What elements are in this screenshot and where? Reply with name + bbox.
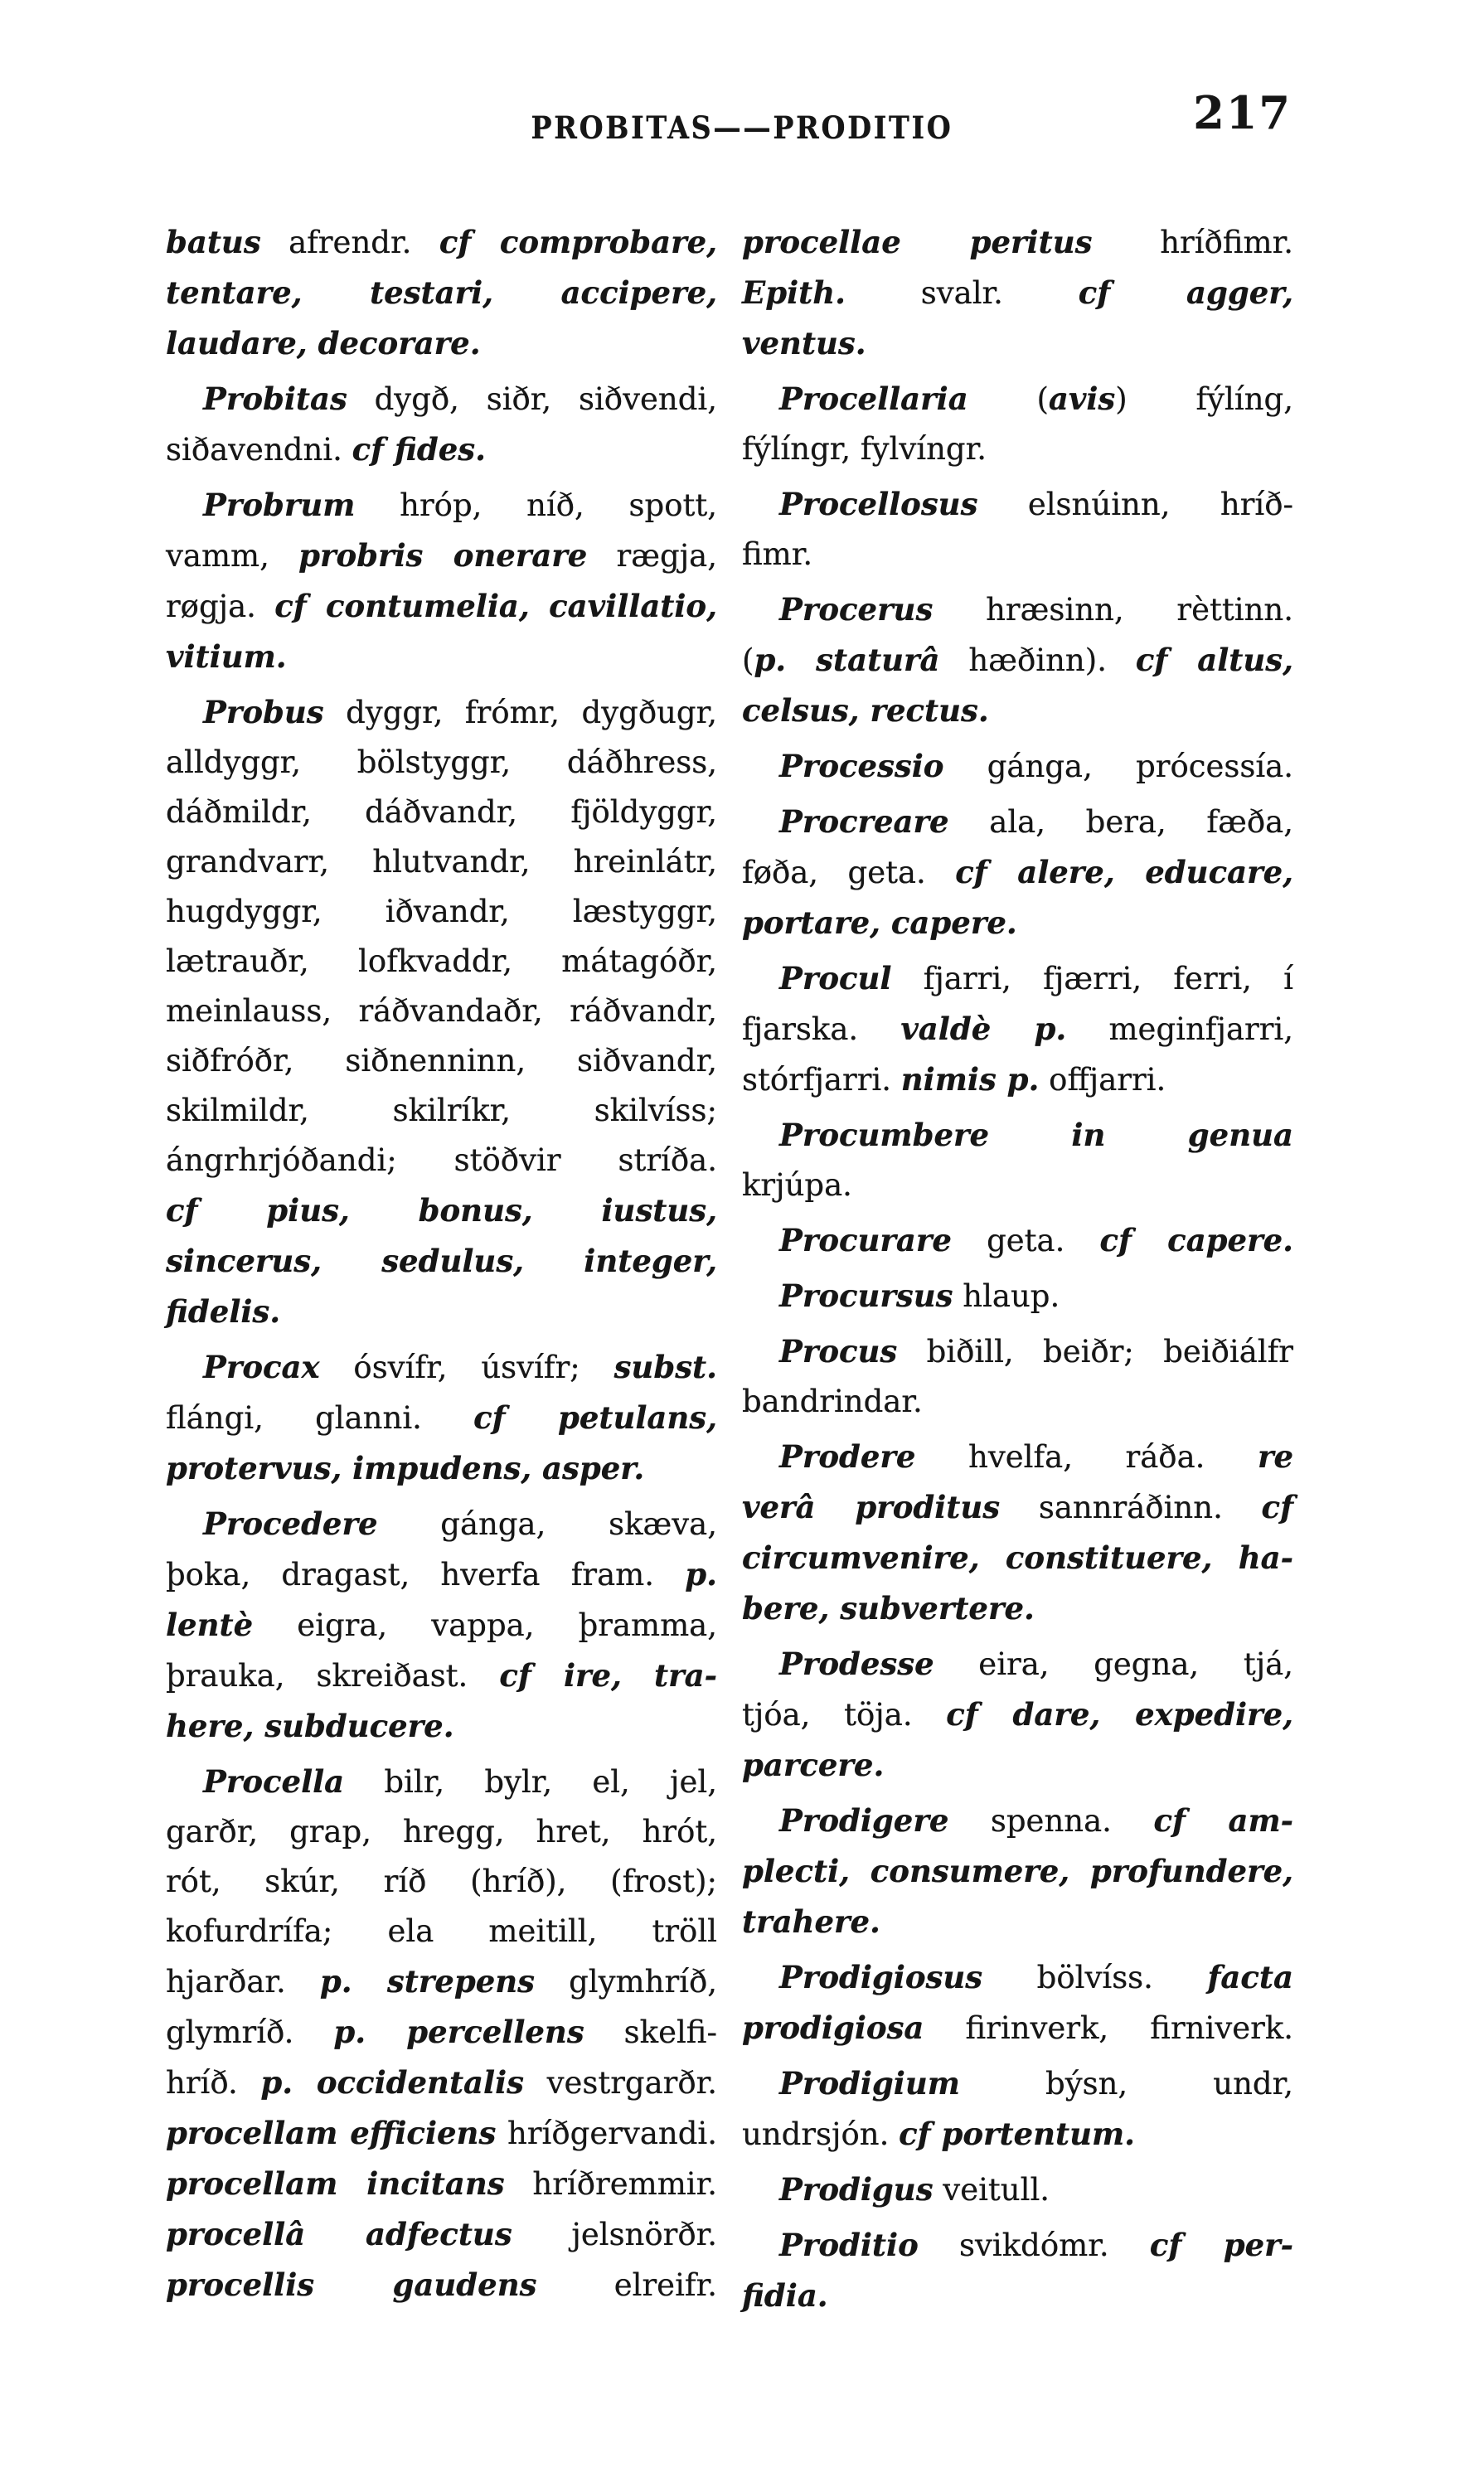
dictionary-entry	[742, 374, 1293, 474]
icelandic-text: stórfjarri.	[742, 1062, 901, 1098]
text-line	[742, 898, 1293, 948]
text-line	[742, 1897, 1293, 1947]
icelandic-text: hæðinn).	[939, 642, 1136, 678]
icelandic-text: svikdómr.	[918, 2228, 1150, 2263]
latin-text: circumvenire, constituere, ha-	[742, 1539, 1293, 1576]
text-line	[166, 1807, 717, 1857]
latin-text: nimis p.	[900, 1061, 1040, 1098]
icelandic-text: hræsinn, rèttinn.	[933, 592, 1293, 628]
text-line	[166, 1287, 717, 1337]
text-line	[742, 847, 1293, 898]
icelandic-text: biðill, beiðr; beiðiálfr	[897, 1334, 1293, 1370]
latin-text: re	[1257, 1438, 1293, 1475]
dictionary-entry	[166, 374, 717, 475]
latin-text: valdè p.	[900, 1011, 1067, 1047]
headword: Procerus	[779, 591, 934, 628]
text-line	[166, 837, 717, 887]
dictionary-entry	[166, 1499, 717, 1752]
headword: Proditio	[779, 2227, 919, 2263]
page-number: 217	[1193, 86, 1292, 139]
dictionary-entry	[742, 1215, 1293, 1266]
headword: Procellosus	[779, 486, 978, 522]
text-line	[742, 1796, 1293, 1846]
latin-text: p. percellens	[333, 2014, 584, 2050]
text-line	[166, 480, 717, 531]
text-line	[742, 1846, 1293, 1897]
latin-text: laudare, decorare.	[166, 325, 481, 361]
latin-text: plecti, consumere, profundere,	[742, 1853, 1293, 1889]
icelandic-text: siðfróðr, siðnenninn, siðvandr,	[166, 1043, 717, 1079]
text-line	[742, 1533, 1293, 1583]
text-line	[742, 1326, 1293, 1377]
text-line	[742, 424, 1293, 474]
dictionary-entry	[742, 2058, 1293, 2160]
latin-text: cf altus,	[1135, 642, 1293, 678]
icelandic-text: hríðgervandi.	[496, 2116, 717, 2151]
icelandic-text: bilr, bylr, el, jel,	[344, 1764, 717, 1800]
dictionary-entry	[742, 741, 1293, 792]
icelandic-text: hugdyggr, iðvandr, læstyggr,	[166, 894, 717, 929]
text-line	[166, 531, 717, 581]
latin-text: cf per-	[1149, 2227, 1293, 2263]
latin-text: p. occidentalis	[260, 2064, 524, 2101]
text-line	[742, 1377, 1293, 1427]
text-line	[742, 686, 1293, 736]
icelandic-text: kofurdrífa; ela meitill, tröll	[166, 1913, 717, 1949]
icelandic-text: bölvíss.	[982, 1960, 1208, 1995]
latin-text: fidelis.	[166, 1293, 281, 1330]
text-line	[166, 2108, 717, 2159]
dictionary-entry	[742, 1639, 1293, 1791]
latin-text: cf petulans,	[473, 1399, 718, 1436]
text-line	[742, 2109, 1293, 2160]
text-line	[166, 318, 717, 369]
text-line	[742, 268, 1293, 318]
latin-text: p.	[685, 1556, 717, 1593]
dictionary-entry	[166, 217, 717, 369]
icelandic-text: krjúpa.	[742, 1167, 852, 1203]
headword: Procreare	[779, 803, 949, 840]
icelandic-text: hlaup.	[953, 1278, 1060, 1314]
text-line	[166, 2260, 717, 2310]
text-line	[166, 1549, 717, 1600]
icelandic-text: fimr.	[742, 536, 813, 572]
icelandic-text: ángrhrjóðandi; stöðvir stríða.	[166, 1142, 717, 1178]
latin-text: cf comprobare,	[439, 224, 717, 260]
icelandic-text: rægja,	[587, 538, 717, 574]
latin-text: procellam efficiens	[166, 2115, 497, 2151]
text-line	[166, 1036, 717, 1086]
headword: Prodigium	[779, 2065, 960, 2102]
latin-text: here, subducere.	[166, 1708, 454, 1744]
icelandic-text: fjarska.	[742, 1011, 901, 1047]
latin-text: fidia.	[742, 2277, 828, 2314]
icelandic-text: firinverk, firniverk.	[924, 2010, 1293, 2046]
latin-text: facta	[1207, 1959, 1293, 1995]
icelandic-text: bandrindar.	[742, 1384, 923, 1419]
icelandic-text: veitull.	[933, 2172, 1050, 2208]
text-line	[742, 1639, 1293, 1690]
text-line	[742, 1432, 1293, 1482]
text-line	[166, 1600, 717, 1651]
text-line	[166, 887, 717, 937]
text-line	[166, 1907, 717, 1956]
icelandic-text: hróp, níð, spott,	[355, 487, 717, 523]
headword: Probus	[203, 694, 324, 730]
latin-text: prodigiosa	[742, 2009, 924, 2046]
text-line	[742, 953, 1293, 1004]
text-line	[742, 530, 1293, 579]
icelandic-text: siðavendni.	[166, 432, 352, 468]
dictionary-entry	[742, 1432, 1293, 1634]
headword: Procellaria	[779, 381, 968, 417]
dictionary-entry	[742, 1326, 1293, 1427]
text-line	[166, 2007, 717, 2058]
text-line	[742, 797, 1293, 847]
icelandic-text: alldyggr, bölstyggr, dáðhress,	[166, 744, 717, 780]
headword: Prodere	[779, 1438, 916, 1475]
latin-text: cf alere, educare,	[955, 854, 1293, 890]
latin-text: procellâ adfectus	[166, 2216, 512, 2252]
latin-text: portare, capere.	[742, 904, 1017, 941]
icelandic-text: elreifr.	[536, 2267, 717, 2303]
text-line	[166, 1857, 717, 1907]
latin-text: cf pius, bonus, iustus,	[166, 1192, 717, 1229]
icelandic-text: glymhríð,	[534, 1964, 717, 2000]
text-line	[166, 738, 717, 788]
text-line	[166, 1499, 717, 1549]
dictionary-entry	[742, 2220, 1293, 2321]
dictionary-entry	[742, 797, 1293, 948]
dictionary-entry	[742, 1796, 1293, 1947]
column-left	[166, 217, 717, 2321]
text-line	[166, 1342, 717, 1393]
text-line	[166, 1185, 717, 1236]
dictionary-entry	[742, 479, 1293, 579]
headword: Prodigiosus	[779, 1959, 983, 1995]
running-head: PROBITAS——PRODITIO	[531, 109, 953, 146]
icelandic-text: grandvarr, hlutvandr, hreinlátr,	[166, 844, 717, 880]
latin-text: trahere.	[742, 1903, 880, 1940]
icelandic-text: dyggr, frómr, dygðugr,	[323, 695, 717, 730]
text-line	[166, 1136, 717, 1185]
text-line	[166, 217, 717, 268]
latin-text: ventus.	[742, 325, 866, 361]
latin-text: cf am-	[1153, 1802, 1293, 1839]
latin-text: in genua	[989, 1117, 1293, 1153]
text-line	[166, 1236, 717, 1287]
text-line	[166, 788, 717, 837]
icelandic-text: ósvífr, úsvífr;	[319, 1350, 614, 1385]
text-line	[742, 741, 1293, 792]
text-line	[166, 2209, 717, 2260]
latin-text: p. staturâ	[754, 642, 940, 678]
latin-text: procellam incitans	[166, 2165, 505, 2202]
icelandic-text: fjarri, fjærri, ferri, í	[891, 961, 1293, 996]
icelandic-text: føða, geta.	[742, 855, 956, 890]
icelandic-text: skilmildr, skilríkr, skilvíss;	[166, 1093, 717, 1128]
icelandic-text: hríðfimr.	[1092, 225, 1293, 260]
text-line	[742, 217, 1293, 268]
icelandic-text: skelfi-	[584, 2014, 717, 2050]
latin-text: verâ proditus	[742, 1489, 1001, 1525]
dictionary-entry	[166, 1757, 717, 2310]
dictionary-entry	[742, 584, 1293, 736]
dictionary-entry	[166, 687, 717, 1337]
text-line	[166, 1086, 717, 1136]
latin-text: Epith.	[742, 274, 846, 311]
text-line	[166, 1757, 717, 1807]
icelandic-text: elsnúinn, hríð-	[977, 487, 1293, 522]
icelandic-text: offjarri.	[1039, 1062, 1166, 1098]
icelandic-text: fýlíngr, fylvíngr.	[742, 431, 987, 467]
icelandic-text: spenna.	[948, 1803, 1154, 1839]
icelandic-text: meinlauss, ráðvandaðr, ráðvandr,	[166, 993, 717, 1029]
icelandic-text: meginfjarri,	[1066, 1011, 1293, 1047]
headword: Procurare	[779, 1222, 952, 1258]
column-right	[742, 217, 1293, 2321]
icelandic-text: røgja.	[166, 589, 275, 624]
latin-text: cf dare, expedire,	[946, 1696, 1293, 1733]
text-line	[742, 2271, 1293, 2321]
icelandic-text: eira, gegna, tjá,	[934, 1646, 1293, 1682]
icelandic-text: jelsnörðr.	[512, 2217, 718, 2252]
text-line	[166, 374, 717, 424]
latin-text: cf	[1261, 1489, 1293, 1525]
headword: Prodigere	[779, 1802, 949, 1839]
text-line	[742, 374, 1293, 424]
text-line	[166, 581, 717, 632]
text-line	[742, 1482, 1293, 1533]
icelandic-text: dáðmildr, dáðvandr, fjöldyggr,	[166, 794, 717, 830]
icelandic-text: þoka, dragast, hverfa fram.	[166, 1557, 686, 1593]
icelandic-text: gánga, skæva,	[377, 1506, 717, 1542]
latin-text: cf contumelia, cavillatio,	[274, 588, 717, 624]
text-line	[742, 1110, 1293, 1161]
icelandic-text: vamm,	[166, 538, 299, 574]
icelandic-text: glymríð.	[166, 2014, 334, 2050]
headword: Procumbere	[779, 1117, 990, 1153]
dictionary-entry	[742, 953, 1293, 1105]
dictionary-entry	[742, 1952, 1293, 2053]
text-line	[166, 2159, 717, 2209]
icelandic-text: ala, bera, fæða,	[948, 804, 1293, 840]
text-line	[742, 1583, 1293, 1634]
text-line	[742, 1952, 1293, 2003]
latin-text: cf ire, tra-	[499, 1657, 717, 1694]
latin-text: p. strepens	[319, 1963, 535, 2000]
icelandic-text: lætrauðr, lofkvaddr, mátagóðr,	[166, 943, 717, 979]
icelandic-text: garðr, grap, hregg, hret, hrót,	[166, 1814, 717, 1849]
icelandic-text: þrauka, skreiðast.	[166, 1658, 500, 1694]
icelandic-text: ) fýlíng,	[1115, 381, 1293, 417]
text-line	[742, 1271, 1293, 1321]
text-line	[742, 1215, 1293, 1266]
latin-text: protervus, impudens, asper.	[166, 1450, 645, 1486]
icelandic-text: flángi, glanni.	[166, 1400, 474, 1436]
text-line	[742, 479, 1293, 530]
icelandic-text: hríð.	[166, 2065, 261, 2101]
headword: Prodesse	[779, 1646, 934, 1682]
headword: Procursus	[779, 1277, 953, 1314]
icelandic-text: afrendr.	[260, 225, 439, 260]
text-line	[742, 1690, 1293, 1740]
headword: Procedere	[203, 1505, 378, 1542]
dictionary-entry	[742, 217, 1293, 369]
text-line	[742, 2165, 1293, 2215]
icelandic-text: geta.	[951, 1223, 1100, 1258]
text-line	[742, 2003, 1293, 2053]
icelandic-text: hvelfa, ráða.	[915, 1439, 1258, 1475]
text-line	[742, 318, 1293, 369]
latin-text: vitium.	[166, 638, 287, 675]
text-line	[166, 632, 717, 682]
icelandic-text: eigra, vappa, þramma,	[253, 1607, 717, 1643]
dictionary-entry	[742, 1110, 1293, 1210]
dictionary-entry	[742, 1271, 1293, 1321]
icelandic-text: (	[742, 642, 754, 678]
text-line	[742, 1054, 1293, 1105]
text-line	[166, 2058, 717, 2108]
icelandic-text: sannráðinn.	[1000, 1490, 1262, 1525]
latin-text: tentare, testari, accipere,	[166, 274, 717, 311]
latin-text: probris onerare	[298, 537, 588, 574]
latin-text: procellae peritus	[742, 224, 1093, 260]
dictionary-entry	[742, 2165, 1293, 2215]
text-line	[166, 687, 717, 738]
text-columns	[166, 217, 1293, 2321]
icelandic-text: gánga, prócessía.	[943, 749, 1293, 784]
text-line	[166, 937, 717, 987]
headword: Procus	[779, 1333, 898, 1370]
icelandic-text: tjóa, töja.	[742, 1697, 947, 1733]
text-line	[742, 584, 1293, 635]
dictionary-entry	[166, 1342, 717, 1494]
icelandic-text: vestrgarðr.	[523, 2065, 718, 2101]
latin-text: avis	[1048, 381, 1116, 417]
headword: Procul	[779, 960, 892, 996]
icelandic-text: hríðremmir.	[504, 2166, 717, 2202]
latin-text: cf agger,	[1078, 274, 1293, 311]
text-line	[742, 1740, 1293, 1791]
headword: Processio	[779, 748, 944, 784]
text-line	[166, 1651, 717, 1701]
latin-text: cf fides.	[352, 431, 487, 468]
latin-text: cf portentum.	[899, 2116, 1136, 2152]
latin-text: parcere.	[742, 1747, 885, 1783]
icelandic-text: hjarðar.	[166, 1964, 320, 2000]
latin-text: subst.	[613, 1349, 717, 1385]
headword: Procella	[203, 1763, 345, 1800]
latin-text: lentè	[166, 1607, 254, 1643]
icelandic-text: dygð, siðr, siðvendi,	[347, 381, 717, 417]
headword: Probrum	[203, 487, 356, 523]
text-line	[166, 987, 717, 1036]
text-line	[742, 1004, 1293, 1054]
icelandic-text: (	[968, 381, 1049, 417]
text-line	[742, 635, 1293, 686]
text-line	[166, 1701, 717, 1752]
icelandic-text: undrsjón.	[742, 2116, 900, 2152]
latin-text: celsus, rectus.	[742, 692, 989, 729]
text-line	[166, 1443, 717, 1494]
icelandic-text: svalr.	[846, 275, 1079, 311]
latin-text: batus	[166, 224, 261, 260]
latin-text: cf capere.	[1099, 1222, 1293, 1258]
latin-text: sincerus, sedulus, integer,	[166, 1243, 717, 1279]
latin-text: procellis gaudens	[166, 2266, 537, 2303]
text-line	[166, 1393, 717, 1443]
headword: Procax	[203, 1349, 320, 1385]
dictionary-entry	[166, 480, 717, 682]
icelandic-text: rót, skúr, ríð (hríð), (frost);	[166, 1864, 717, 1899]
text-line	[166, 1956, 717, 2007]
icelandic-text: býsn, undr,	[959, 2066, 1293, 2102]
headword: Probitas	[203, 381, 347, 417]
text-line	[742, 2220, 1293, 2271]
text-line	[742, 1161, 1293, 1210]
text-line	[742, 2058, 1293, 2109]
headword: Prodigus	[779, 2171, 934, 2208]
text-line	[166, 268, 717, 318]
text-line	[166, 424, 717, 475]
latin-text: bere, subvertere.	[742, 1590, 1035, 1626]
